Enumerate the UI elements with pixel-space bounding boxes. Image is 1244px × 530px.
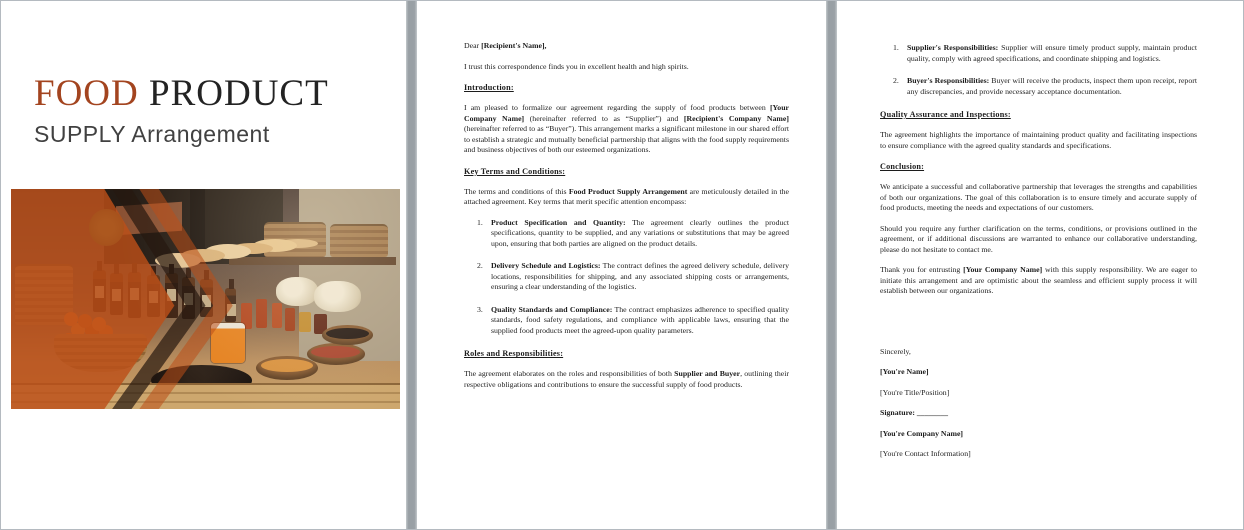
list-number: 2. <box>893 76 899 86</box>
list-number: 3. <box>477 304 483 314</box>
list-item <box>477 218 789 250</box>
bold-text-run: Food Product Supply Arrangement <box>568 186 688 196</box>
cover-title-rest: PRODUCT <box>138 73 329 114</box>
section-heading <box>880 161 1197 172</box>
text-run: (hereinafter referred to as “Buyer”). This arrangement marks a significant milestone in our shared effort to establish a strategic and mutually beneficial partnership that aligns with the food supply requirements and business objectives of both our esteemed organizations. <box>464 124 789 155</box>
list-item <box>893 43 1197 64</box>
section-heading <box>880 109 1197 120</box>
bold-text-run: [Recipient's Name], <box>481 41 547 50</box>
section-heading <box>464 166 789 177</box>
page-separator <box>406 1 417 529</box>
signature-contact <box>880 449 1197 460</box>
spacer <box>880 307 1197 347</box>
list-item-label: Product Specification and Quantity: <box>491 217 626 227</box>
list-number: 2. <box>477 261 483 271</box>
signature-company <box>880 429 1197 440</box>
text-run: Thank you for entrusting <box>880 265 964 275</box>
closing <box>880 347 1197 358</box>
paragraph <box>880 182 1197 214</box>
section-heading-text: Introduction: <box>464 83 514 93</box>
bold-text-run: [You're Name] <box>880 367 929 377</box>
list-item-text: Delivery Schedule and Logistics: The contract defines the agreed delivery schedule, delivery locations, responsibilities for shipping, and any associated shipping costs or arrangements, ensuring a clear understanding of the logistics. <box>491 261 789 292</box>
list-number: 1. <box>893 43 899 52</box>
paragraph <box>464 103 789 156</box>
text-run: We anticipate a successful and collaborative partnership that leverages the strengths and capabilities of both our organizations. The goal of this collaboration is to ensure timely and accurate supply of food products, meeting the needs and expectations of our customers. <box>880 182 1197 213</box>
list-item <box>893 76 1197 97</box>
text-run: with this supply responsibility. We are eager to initiate this arrangement and are optimistic about the seamless and efficient supply process it will establish between our organizations. <box>880 265 1198 296</box>
market-photo <box>11 189 400 409</box>
text-run: Dear <box>464 41 482 50</box>
paragraph <box>880 130 1197 151</box>
section-heading-text: Quality Assurance and Inspections: <box>880 110 1011 120</box>
text-run: [You're Title/Position] <box>880 387 950 397</box>
bold-text-run: [Your Company Name] <box>963 265 1043 275</box>
bold-text-run: [Recipient's Company Name] <box>683 113 789 123</box>
text-run: [You're Contact Information] <box>880 449 971 459</box>
list-item-text: Supplier's Responsibilities: Supplier will ensure timely product supply, maintain product quality, comply with agreed specifications, and coordinate shipping and logistics. <box>907 43 1197 63</box>
list-item-label: Quality Standards and Compliance: <box>491 304 613 314</box>
list-item-label: Buyer's Responsibilities: <box>907 76 990 86</box>
cover-page <box>1 1 406 529</box>
cover-header <box>34 75 329 148</box>
numbered-list <box>477 218 789 337</box>
list-item <box>477 261 789 293</box>
paragraph <box>464 62 789 73</box>
letter-page-2 <box>837 1 1243 529</box>
signature-title <box>880 388 1197 399</box>
paragraph <box>464 369 789 390</box>
list-item-label: Supplier's Responsibilities: <box>907 43 999 52</box>
list-number: 1. <box>477 217 483 227</box>
letter-page-1 <box>417 1 826 529</box>
paragraph <box>880 224 1197 256</box>
bold-text-run: [You're Company Name] <box>880 428 964 438</box>
bold-text-run: [Your Company Name] <box>464 103 789 123</box>
page-separator <box>826 1 837 529</box>
text-run: The terms and conditions of this <box>464 186 569 196</box>
bold-text-run: Supplier and Buyer <box>674 369 741 379</box>
section-heading-text: Key Terms and Conditions: <box>464 166 566 176</box>
cover-subtitle: SUPPLY Arrangement <box>34 120 270 147</box>
list-item-label: Delivery Schedule and Logistics: <box>491 261 601 271</box>
salutation <box>464 41 789 52</box>
text-run: The agreement highlights the importance of maintaining product quality and facilitating inspections to ensure compliance with the agreed quality standards and specifications. <box>880 130 1197 150</box>
text-run: , outlining their respective obligations and contributions to ensure the successful supply of food products. <box>464 369 789 389</box>
text-run: are meticulously detailed in the attached agreement. Key terms that merit specific attention encompass: <box>464 186 789 207</box>
text-run: Sincerely, <box>880 346 911 356</box>
bold-text-run: Signature: ________ <box>880 408 949 418</box>
section-heading <box>464 348 789 359</box>
signature-name <box>880 367 1197 378</box>
paragraph <box>880 265 1197 297</box>
text-run: Should you require any further clarification on the terms, conditions, or provisions outlined in the agreement, or if additional discussions are warranted to enhance our collaborative understanding, please do not hesitate to contact me. <box>880 223 1197 254</box>
text-run: (hereinafter referred to as “Supplier”) and <box>524 113 684 123</box>
signature-line <box>880 408 1197 419</box>
cover-title <box>34 75 329 114</box>
list-item-text: Product Specification and Quantity: The agreement clearly outlines the product specifications, quantity to be supplied, and any variations or substitutions that may be agreed upon, ensuring that both parties are aligned on the product details. <box>491 217 790 248</box>
text-run: I am pleased to formalize our agreement regarding the supply of food products between <box>464 103 770 113</box>
text-run: The agreement elaborates on the roles and responsibilities of both <box>464 369 675 379</box>
list-item-text: Quality Standards and Compliance: The contract emphasizes adherence to specified quality standards, food safety regulations, and compliance with applicable laws, ensuring that the supplied food products meet the agreed-upon quality parameters. <box>491 304 789 335</box>
numbered-list <box>893 43 1197 97</box>
list-item-text: Buyer's Responsibilities: Buyer will receive the products, inspect them upon receipt, report any discrepancies, and provide necessary acceptance documentation. <box>907 76 1197 96</box>
section-heading <box>464 82 789 93</box>
paragraph <box>464 187 789 208</box>
list-item <box>477 305 789 337</box>
section-heading-text: Conclusion: <box>880 162 925 172</box>
text-run: I trust this correspondence finds you in excellent health and high spirits. <box>464 61 689 71</box>
cover-title-accent: FOOD <box>34 73 139 114</box>
section-heading-text: Roles and Responsibilities: <box>464 349 564 359</box>
